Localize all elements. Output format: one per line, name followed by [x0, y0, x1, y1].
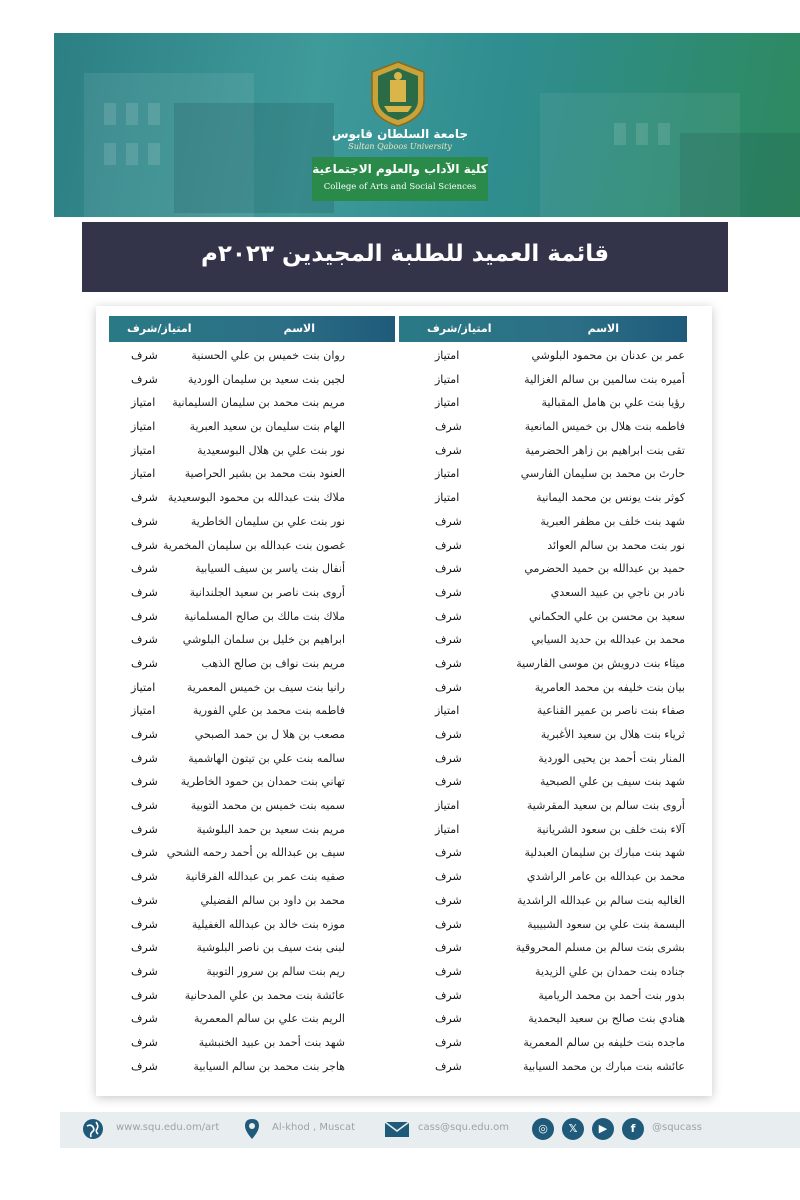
student-row [399, 463, 687, 487]
student-row [109, 392, 397, 416]
honor-status: شرف [435, 893, 462, 907]
student-row [109, 629, 397, 653]
student-name: مريم بنت سعيد بن حمد البلوشية [196, 822, 345, 836]
student-name: بشرى بنت سالم بن مسلم المحروقية [515, 941, 685, 955]
honor-status: شرف [131, 656, 158, 670]
student-row [109, 748, 397, 772]
student-row [399, 629, 687, 653]
window-shape [658, 123, 670, 145]
student-row [109, 771, 397, 795]
student-name: حارث بن محمد بن سليمان الفارسي [520, 467, 685, 481]
window-shape [614, 123, 626, 145]
status-column-header: امتياز/شرف [427, 322, 492, 335]
honor-status: شرف [131, 1012, 158, 1026]
student-row [109, 724, 397, 748]
student-name: لجين بنت سعيد بن سليمان الوردية [187, 372, 345, 386]
honor-status: شرف [435, 751, 462, 765]
student-name: نور بنت محمد بن سالم العوائد [547, 538, 685, 552]
student-name: رؤيا بنت علي بن هامل المقبالية [541, 396, 685, 410]
student-name: محمد بن عبدالله بن عامر الراشدي [526, 870, 685, 884]
student-row [109, 700, 397, 724]
student-row [399, 487, 687, 511]
honor-status: شرف [435, 680, 462, 694]
student-name: ملاك بنت مالك بن صالح المسلمانية [184, 609, 345, 623]
university-name-arabic: جامعة السلطان قابوس [331, 127, 469, 141]
student-row [109, 511, 397, 535]
student-name: المنار بنت أحمد بن يحيى الوردية [538, 751, 685, 765]
honor-status: شرف [131, 870, 158, 884]
honor-status: امتياز [131, 396, 156, 410]
honor-status: شرف [131, 893, 158, 907]
student-name: أروى بنت ناصر بن سعيد الجلندانية [189, 585, 345, 599]
student-name: نادر بن ناجي بن عبيد السعدي [550, 585, 685, 599]
student-row [109, 937, 397, 961]
honor-status: شرف [131, 372, 158, 386]
student-row [109, 416, 397, 440]
student-row [399, 748, 687, 772]
honor-status: امتياز [131, 680, 156, 694]
location-text: Al-khod , Muscat [272, 1122, 356, 1133]
honor-status: شرف [435, 870, 462, 884]
student-name: ابراهيم بن خليل بن سلمان البلوشي [182, 633, 345, 647]
student-row [399, 511, 687, 535]
student-row [109, 677, 397, 701]
student-name: شهد بنت مبارك بن سليمان العبدلية [524, 846, 685, 860]
student-row [109, 842, 397, 866]
honor-status: شرف [435, 562, 462, 576]
honor-status: امتياز [131, 443, 156, 457]
student-name: موزه بنت خالد بن عبدالله الغفيلية [191, 917, 345, 931]
student-row [399, 535, 687, 559]
student-row [109, 582, 397, 606]
student-name: العنود بنت محمد بن بشير الحراصية [184, 467, 345, 481]
building-shape [174, 103, 334, 213]
window-shape [126, 103, 138, 125]
student-name: نور بنت علي بن هلال البوسعيدية [197, 443, 345, 457]
honor-status: امتياز [435, 704, 460, 718]
honor-status: شرف [131, 941, 158, 955]
student-row [399, 866, 687, 890]
student-name: هنادي بنت صالح بن سعيد اليحمدية [528, 1012, 685, 1026]
student-row [109, 961, 397, 985]
student-name: البسمة بنت علي بن سعود الشبيبية [527, 917, 685, 931]
student-row [109, 1032, 397, 1056]
youtube-icon[interactable]: ▶ [592, 1118, 614, 1140]
student-row [109, 369, 397, 393]
honor-status: شرف [435, 941, 462, 955]
honor-status: امتياز [435, 491, 460, 505]
student-row [399, 345, 687, 369]
honor-status: امتياز [131, 467, 156, 481]
student-row [109, 653, 397, 677]
window-shape [104, 103, 116, 125]
student-row [109, 985, 397, 1009]
student-name: تهاني بنت حمدان بن حمود الخاطرية [180, 775, 345, 789]
student-row [399, 677, 687, 701]
left-student-list [109, 345, 397, 1079]
window-shape [148, 103, 160, 125]
student-row [399, 842, 687, 866]
student-row [109, 890, 397, 914]
website-link[interactable]: www.squ.edu.om/art [116, 1122, 220, 1133]
student-name: عمر بن عدنان بن محمود البلوشي [531, 349, 685, 362]
student-name: تقى بنت ابراهيم بن زاهر الحضرمية [524, 443, 685, 457]
honor-status: امتياز [435, 467, 460, 481]
student-row [109, 819, 397, 843]
student-row [399, 724, 687, 748]
window-shape [104, 143, 116, 165]
student-name: سالمه بنت علي بن تيتون الهاشمية [188, 751, 345, 765]
honor-status: شرف [435, 420, 462, 434]
envelope-icon [384, 1118, 410, 1140]
student-name: صفاء بنت ناصر بن عمير القناعية [536, 704, 685, 718]
student-name: عائشه بنت مبارك بن محمد السيابية [522, 1059, 685, 1073]
student-name: شهد بنت خلف بن مظفر العبرية [540, 514, 685, 528]
honor-status: شرف [131, 751, 158, 765]
student-row [109, 795, 397, 819]
student-row [399, 606, 687, 630]
student-row [399, 914, 687, 938]
honor-status: شرف [131, 964, 158, 978]
honor-status: امتياز [435, 372, 460, 386]
honor-status: شرف [131, 775, 158, 789]
student-name: أنفال بنت ياسر بن سيف السيابية [195, 562, 345, 576]
honor-status: امتياز [435, 799, 460, 813]
honor-status: شرف [131, 585, 158, 599]
honor-status: شرف [435, 609, 462, 623]
student-row [109, 487, 397, 511]
honor-status: شرف [435, 443, 462, 457]
student-row [109, 1008, 397, 1032]
window-shape [148, 143, 160, 165]
student-row [109, 345, 397, 369]
honor-status: شرف [131, 349, 158, 362]
student-row [399, 653, 687, 677]
student-name: أروى بنت سالم بن سعيد المقرشية [526, 799, 685, 813]
student-name: أميره بنت سالمين بن سالم الغزالية [524, 372, 685, 386]
window-shape [636, 123, 648, 145]
honor-status: شرف [131, 728, 158, 741]
honor-status: امتياز [131, 420, 156, 434]
honor-status: شرف [131, 988, 158, 1002]
honor-status: شرف [435, 1035, 462, 1049]
student-row [399, 1056, 687, 1080]
student-row [399, 937, 687, 961]
right-student-list [399, 345, 687, 1079]
window-shape [126, 143, 138, 165]
facebook-icon[interactable]: f [622, 1118, 644, 1140]
university-name-english: Sultan Qaboos University [348, 142, 452, 151]
honor-status: شرف [435, 656, 462, 670]
honor-status: امتياز [435, 822, 460, 836]
honor-status: شرف [435, 964, 462, 978]
honor-status: شرف [131, 514, 158, 528]
student-row [109, 914, 397, 938]
student-row [399, 771, 687, 795]
student-name: نور بنت علي بن سليمان الخاطرية [190, 514, 345, 528]
student-row [109, 866, 397, 890]
honor-status: شرف [131, 1035, 158, 1049]
name-column-header: الاسم [587, 322, 619, 335]
honor-status: شرف [435, 585, 462, 599]
honor-status: امتياز [435, 349, 460, 362]
student-row [399, 700, 687, 724]
student-name: ماجده بنت خليفه بن سالم المعمرية [523, 1035, 685, 1049]
honor-status: شرف [131, 609, 158, 623]
instagram-icon[interactable]: ◎ [532, 1118, 554, 1140]
college-name-english: College of Arts and Social Sciences [323, 182, 477, 192]
honor-status: شرف [131, 491, 158, 505]
status-column-header: امتياز/شرف [127, 322, 192, 335]
student-row [109, 1056, 397, 1080]
honor-status: شرف [131, 799, 158, 813]
student-row [109, 463, 397, 487]
student-row [399, 1008, 687, 1032]
honor-status: شرف [131, 562, 158, 576]
student-name: صفيه بنت عمر بن عبدالله الفرقانية [185, 870, 345, 884]
student-row [399, 890, 687, 914]
student-row [399, 582, 687, 606]
student-name: عائشة بنت محمد بن علي المدحانية [184, 988, 345, 1002]
left-column-header [109, 316, 395, 342]
student-row [399, 558, 687, 582]
student-row [109, 558, 397, 582]
student-row [399, 819, 687, 843]
student-name: محمد بن عبدالله بن حديد السيابي [531, 633, 685, 647]
student-name: مصعب بن هلا ل بن حمد الصبحي [194, 728, 345, 741]
honor-status: شرف [435, 1012, 462, 1026]
student-name: مريم بنت محمد بن سليمان السليمانية [172, 396, 345, 410]
student-name: سيف بن عبدالله بن أحمد رحمه الشحي [166, 846, 345, 860]
honor-status: امتياز [131, 704, 156, 718]
student-row [399, 416, 687, 440]
honor-status: شرف [435, 514, 462, 528]
honor-status: شرف [435, 775, 462, 789]
student-row [109, 606, 397, 630]
student-name: الغاليه بنت سالم بن عبدالله الراشدية [516, 893, 685, 907]
student-name: ملاك بنت عبدالله بن محمود البوسعيدية [167, 491, 345, 505]
student-name: مريم بنت نواف بن صالح الذهب [201, 656, 345, 670]
student-row [109, 440, 397, 464]
student-name: ريم بنت سالم بن سرور التوبية [206, 964, 345, 978]
building-shape [680, 133, 800, 217]
x-icon[interactable]: 𝕏 [562, 1118, 584, 1140]
university-logo [368, 60, 428, 128]
location-pin-icon [244, 1118, 260, 1140]
college-name-arabic: كلية الآداب والعلوم الاجتماعية [312, 162, 488, 176]
honor-status: شرف [435, 1059, 462, 1073]
student-name: فاطمه بنت محمد بن علي الفورية [192, 704, 345, 718]
student-name: الريم بنت علي بن سالم المعمرية [193, 1012, 345, 1026]
student-name: حميد بن عبدالله بن حميد الحضرمي [524, 562, 685, 576]
honor-status: شرف [435, 846, 462, 860]
globe-icon[interactable] [82, 1118, 104, 1140]
student-name: هاجر بنت محمد بن سالم السيابية [193, 1059, 345, 1073]
student-row [399, 1032, 687, 1056]
honor-status: شرف [435, 633, 462, 647]
honor-status: شرف [435, 728, 462, 741]
student-name: محمد بن داود بن سالم الفضيلي [200, 893, 345, 907]
student-row [399, 961, 687, 985]
honor-status: امتياز [435, 396, 460, 410]
student-name: بدور بنت أحمد بن محمد الريامية [538, 988, 685, 1002]
honor-status: شرف [131, 538, 158, 552]
student-name: ثرياء بنت هلال بن سعيد الأغبرية [540, 728, 685, 741]
honor-status: شرف [131, 917, 158, 931]
honor-status: شرف [435, 988, 462, 1002]
student-name: الهام بنت سليمان بن سعيد العبرية [189, 420, 345, 434]
student-row [399, 985, 687, 1009]
student-name: كوثر بنت يونس بن محمد اليمانية [536, 491, 685, 505]
honor-status: شرف [131, 633, 158, 647]
student-row [399, 795, 687, 819]
page-title: قائمة العميد للطلبة المجيدين ٢٠٢٣م [200, 241, 610, 267]
name-column-header: الاسم [283, 322, 315, 335]
student-name: جناده بنت حمدان بن علي الزيدية [535, 964, 685, 978]
student-name: فاطمه بنت هلال بن خميس المانعية [524, 420, 685, 434]
student-name: رانيا بنت سيف بن خميس المعمرية [186, 680, 345, 694]
student-row [109, 535, 397, 559]
student-name: روان بنت خميس بن علي الحسنية [191, 349, 345, 362]
student-name: سميه بنت خميس بن محمد التوبية [190, 799, 345, 813]
title-bar [82, 222, 728, 292]
student-name: آلاء بنت خلف بن سعود الشريانية [536, 822, 685, 836]
honor-status: شرف [131, 846, 158, 860]
student-name: سعيد بن محسن بن علي الحكماني [528, 609, 685, 623]
right-column-header [399, 316, 687, 342]
honor-status: شرف [435, 538, 462, 552]
honor-status: شرف [131, 822, 158, 836]
student-name: غصون بنت عبدالله بن سليمان المخمرية [163, 538, 345, 552]
student-name: شهد بنت أحمد بن عبيد الخنبشية [198, 1035, 345, 1049]
honor-status: شرف [131, 1059, 158, 1073]
student-name: بيان بنت خليفه بن محمد العامرية [534, 680, 685, 694]
student-name: ميثاء بنت درويش بن موسى الفارسية [516, 656, 685, 670]
student-name: شهد بنت سيف بن علي الصبحية [539, 775, 685, 789]
student-row [399, 440, 687, 464]
student-row [399, 392, 687, 416]
student-row [399, 369, 687, 393]
email-link[interactable]: cass@squ.edu.om [418, 1122, 509, 1133]
student-name: لبنى بنت سيف بن ناصر البلوشية [196, 941, 345, 955]
social-handle: @squcass [652, 1122, 702, 1133]
honor-status: شرف [435, 917, 462, 931]
